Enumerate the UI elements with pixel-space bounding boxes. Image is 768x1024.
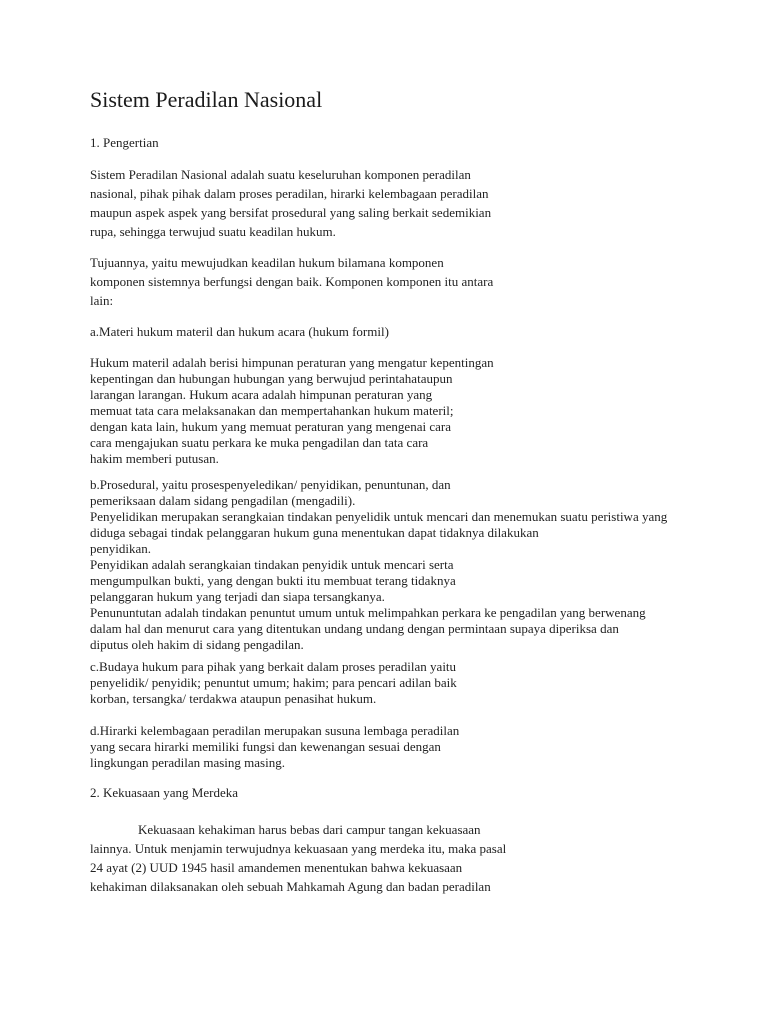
text-line: korban, tersangka/ terdakwa ataupun penasihat hukum.	[90, 691, 377, 706]
text-line: diputus oleh hakim di sidang pengadilan.	[90, 637, 304, 652]
text-line: lainnya. Untuk menjamin terwujudnya kekuasaan yang merdeka itu, maka pasal	[90, 841, 507, 856]
text-line: lingkungan peradilan masing masing.	[90, 755, 285, 770]
text-line: d.Hirarki kelembagaan peradilan merupakan susuna lembaga peradilan	[90, 723, 460, 738]
text-line: penyidikan.	[90, 541, 152, 556]
text-line: komponen sistemnya berfungsi dengan baik. Komponen komponen itu antara	[90, 274, 494, 289]
text-line: lain:	[90, 293, 114, 308]
text-line: Hukum materil adalah berisi himpunan peraturan yang mengatur kepentingan	[90, 355, 494, 370]
text-line: Sistem Peradilan Nasional adalah suatu keseluruhan komponen peradilan	[90, 167, 471, 182]
text-line: rupa, sehingga terwujud suatu keadilan hukum.	[90, 224, 336, 239]
text-line: a.Materi hukum materil dan hukum acara (hukum formil)	[90, 324, 389, 339]
text-line: mengumpulkan bukti, yang dengan bukti itu membuat terang tidaknya	[90, 573, 456, 588]
text-line: pemeriksaan dalam sidang pengadilan (mengadili).	[90, 493, 356, 508]
text-line: Penyelidikan merupakan serangkaian tindakan penyelidik untuk mencari dan menemukan suatu peristiwa yang	[90, 509, 668, 524]
text-line: Tujuannya, yaitu mewujudkan keadilan hukum bilamana komponen	[90, 255, 444, 270]
text-line: 2. Kekuasaan yang Merdeka	[90, 785, 238, 800]
text-line: Kekuasaan kehakiman harus bebas dari campur tangan kekuasaan	[138, 822, 481, 837]
text-line: maupun aspek aspek yang bersifat prosedural yang saling berkait sedemikian	[90, 205, 492, 220]
text-line: nasional, pihak pihak dalam proses peradilan, hirarki kelembagaan peradilan	[90, 186, 489, 201]
text-line: 24 ayat (2) UUD 1945 hasil amandemen menentukan bahwa kekuasaan	[90, 860, 463, 875]
text-line: memuat tata cara melaksanakan dan mempertahankan hukum materil;	[90, 403, 454, 418]
text-line: cara mengajukan suatu perkara ke muka pengadilan dan tata cara	[90, 435, 429, 450]
text-line: dalam hal dan menurut cara yang ditentukan undang undang dengan permintaan supaya diperiksa dan	[90, 621, 619, 636]
text-line: b.Prosedural, yaitu prosespenyeledikan/ penyidikan, penuntunan, dan	[90, 477, 451, 492]
text-line: Penununtutan adalah tindakan penuntut umum untuk melimpahkan perkara ke pengadilan yang berwenang	[90, 605, 646, 620]
text-line: kehakiman dilaksanakan oleh sebuah Mahkamah Agung dan badan peradilan	[90, 879, 491, 894]
text-line: Penyidikan adalah serangkaian tindakan penyidik untuk mencari serta	[90, 557, 454, 572]
text-line: hakim memberi putusan.	[90, 451, 219, 466]
text-line: diduga sebagai tindak pelanggaran hukum guna menentukan dapat tidaknya dilakukan	[90, 525, 539, 540]
text-line: penyelidik/ penyidik; penuntut umum; hakim; para pencari adilan baik	[90, 675, 457, 690]
text-line: pelanggaran hukum yang terjadi dan siapa tersangkanya.	[90, 589, 385, 604]
text-line: larangan larangan. Hukum acara adalah himpunan peraturan yang	[90, 387, 433, 402]
text-line: dengan kata lain, hukum yang memuat peraturan yang mengenai cara	[90, 419, 451, 434]
document-title: Sistem Peradilan Nasional	[90, 87, 323, 112]
text-line: c.Budaya hukum para pihak yang berkait dalam proses peradilan yaitu	[90, 659, 457, 674]
text-line: yang secara hirarki memiliki fungsi dan kewenangan sesuai dengan	[90, 739, 441, 754]
text-line: kepentingan dan hubungan hubungan yang berwujud perintahataupun	[90, 371, 453, 386]
text-line: 1. Pengertian	[90, 135, 159, 150]
